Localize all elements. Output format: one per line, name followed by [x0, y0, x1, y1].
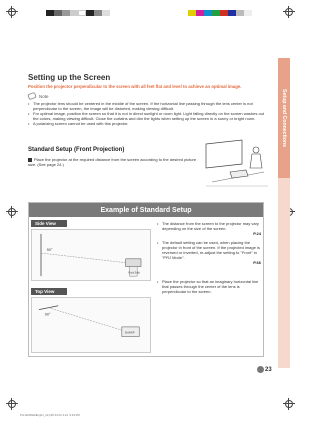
note-item: • A polarizing screen cannot be used with this projector.: [28, 121, 264, 126]
side-tab-strip: [278, 178, 290, 368]
step-text: Place the projector at the required distance from the screen according to the desired picture size. (See page 24.): [28, 157, 197, 167]
note-pencil-icon: [27, 92, 37, 100]
page-ref-link[interactable]: P.24: [253, 231, 261, 236]
crop-mark-icon: [6, 6, 18, 18]
page-title: Setting up the Screen: [28, 73, 111, 82]
example-list: [157, 221, 261, 298]
example-panel: [28, 202, 264, 357]
print-footer: [0, 413, 300, 417]
page-marker-icon: [257, 366, 264, 373]
note-list: [28, 101, 264, 126]
section-title: Standard Setup (Front Projection): [28, 147, 125, 153]
page-number-text: 23: [265, 366, 272, 373]
registration-bar-right: [188, 10, 252, 16]
section-side-tab: [278, 58, 290, 178]
page-subtitle: Position the projector perpendicular to the screen with all feet flat and level to achieve an optimal image.: [28, 84, 242, 89]
footer-text: PG-M20XE#Eng01_22.p65 23 02.4.24, 9:33 PM: [20, 413, 80, 417]
side-view-label: Side View: [31, 220, 67, 227]
page-number: [257, 366, 272, 373]
registration-bar-left: [46, 10, 110, 16]
note-label: Note: [39, 93, 49, 99]
crop-mark-icon: [283, 398, 295, 410]
side-angle-label: 90°: [46, 248, 53, 253]
crop-mark-icon: [283, 6, 295, 18]
top-view-diagram: [31, 297, 151, 353]
top-view-label: Top View: [31, 288, 67, 295]
example-title: Example of Standard Setup: [29, 203, 263, 217]
crop-mark-icon: [6, 206, 18, 218]
side-tab-label: Setup and Connections: [281, 89, 287, 147]
note-item: • The projector lens should be centered in the middle of the screen. If the horizontal line passing through the lens center is not perpendicular to the screen, the image will be distorted, making viewing difficult.: [28, 101, 264, 111]
example-item-text: Place the projector so that an imaginary horizontal line that passes through the center of the lens is perpendicular to the screen.: [162, 279, 259, 294]
side-lens-label: Rock Solid: [128, 271, 140, 275]
top-angle-label: 90°: [44, 312, 51, 317]
page-ref-link[interactable]: P.66: [253, 260, 261, 265]
room-setup-illustration: [202, 138, 270, 190]
example-item: [157, 221, 261, 236]
side-view-diagram: [31, 229, 151, 281]
note-header: [28, 93, 264, 99]
example-item-text: The distance from the screen to the projector may vary depending on the size of the screen.: [162, 221, 259, 231]
example-item: [157, 240, 261, 265]
crop-mark-icon: [6, 398, 18, 410]
setup-step: [28, 157, 198, 167]
note-item: • For optimal image, position the screen so that it is not in direct sunlight or room light. Light falling directly on the screen washes out the colors, making viewing difficult. Close the curtains and dim the lights when setting up the screen in a sunny or bright room.: [28, 111, 264, 121]
top-lens-label: SHARP: [124, 330, 135, 335]
intro-section: [28, 73, 264, 126]
example-item-text: The default setting can be used, when placing the projector in front of the screen. If the projected image is reversed or inverted, re-adjust the setting to "Front" in "PRJ Mode".: [162, 240, 260, 260]
example-item: [157, 279, 261, 294]
